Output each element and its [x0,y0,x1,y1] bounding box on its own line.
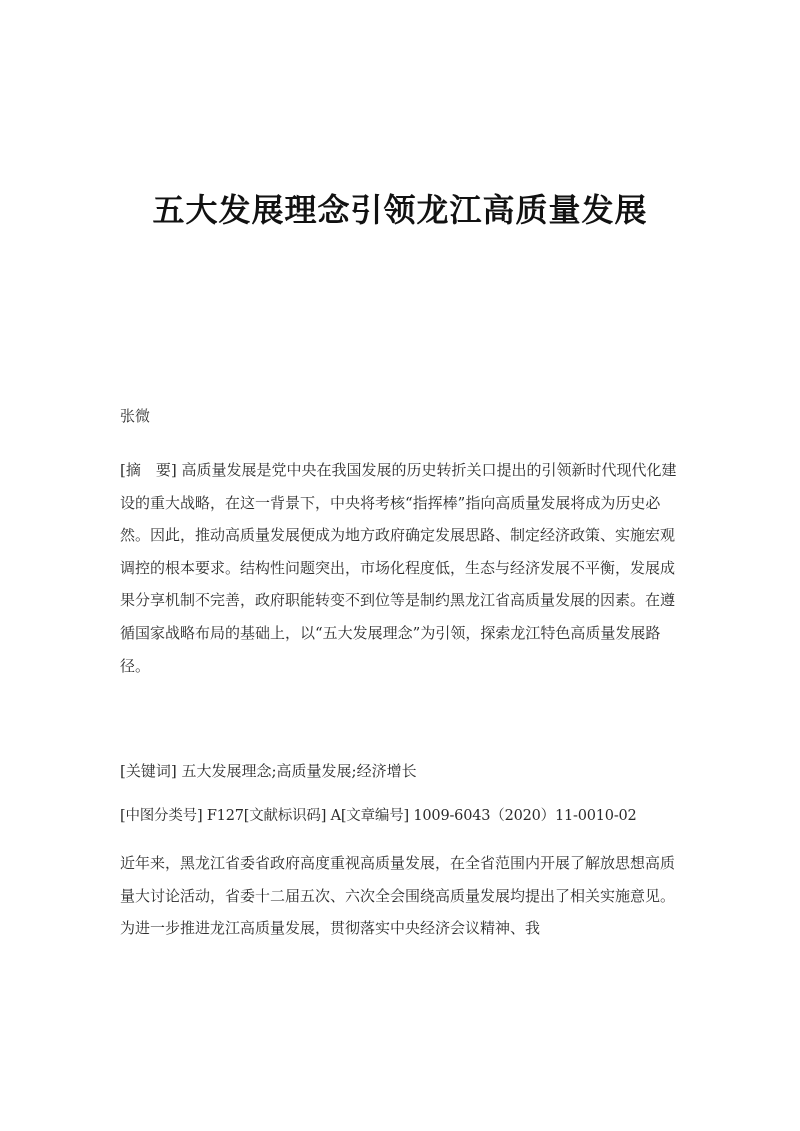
abstract-paragraph [120,454,680,682]
abstract-label: [摘 要] [120,461,177,479]
keywords-label: [关键词] [120,762,177,780]
abstract-text: 高质量发展是党中央在我国发展的历史转折关口提出的引领新时代现代化建设的重大战略，在这一背景下，中央将考核“指挥棒”指向高质量发展将成为历史必然。因此，推动高质量发展便成为地方政府确定发展思路、制定经济政策、实施宏观调控的根本要求。结构性问题突出，市场化程度低，生态与经济发展不平衡，发展成果分享机制不完善，政府职能转变不到位等是制约黑龙江省高质量发展的因素。在遵循国家战略布局的基础上，以“五大发展理念”为引领，探索龙江特色高质量发展路径。 [120,461,677,675]
keywords-paragraph [120,755,680,788]
author-name: 张微 [120,407,151,425]
article-title: 五大发展理念引领龙江高质量发展 [152,191,648,229]
body-paragraph: 近年来，黑龙江省委省政府高度重视高质量发展，在全省范围内开展了解放思想高质量大讨论活动，省委十二届五次、六次全会围绕高质量发展均提出了相关实施意见。为进一步推进龙江高质量发展，贯彻落实中央经济会议精神、我 [120,854,676,938]
keywords-text: 五大发展理念;高质量发展;经济增长 [181,762,417,780]
classification-line: [中图分类号] F127[文献标识码] A[文章编号] 1009-6043（2020）11-0010-02 [120,808,637,824]
